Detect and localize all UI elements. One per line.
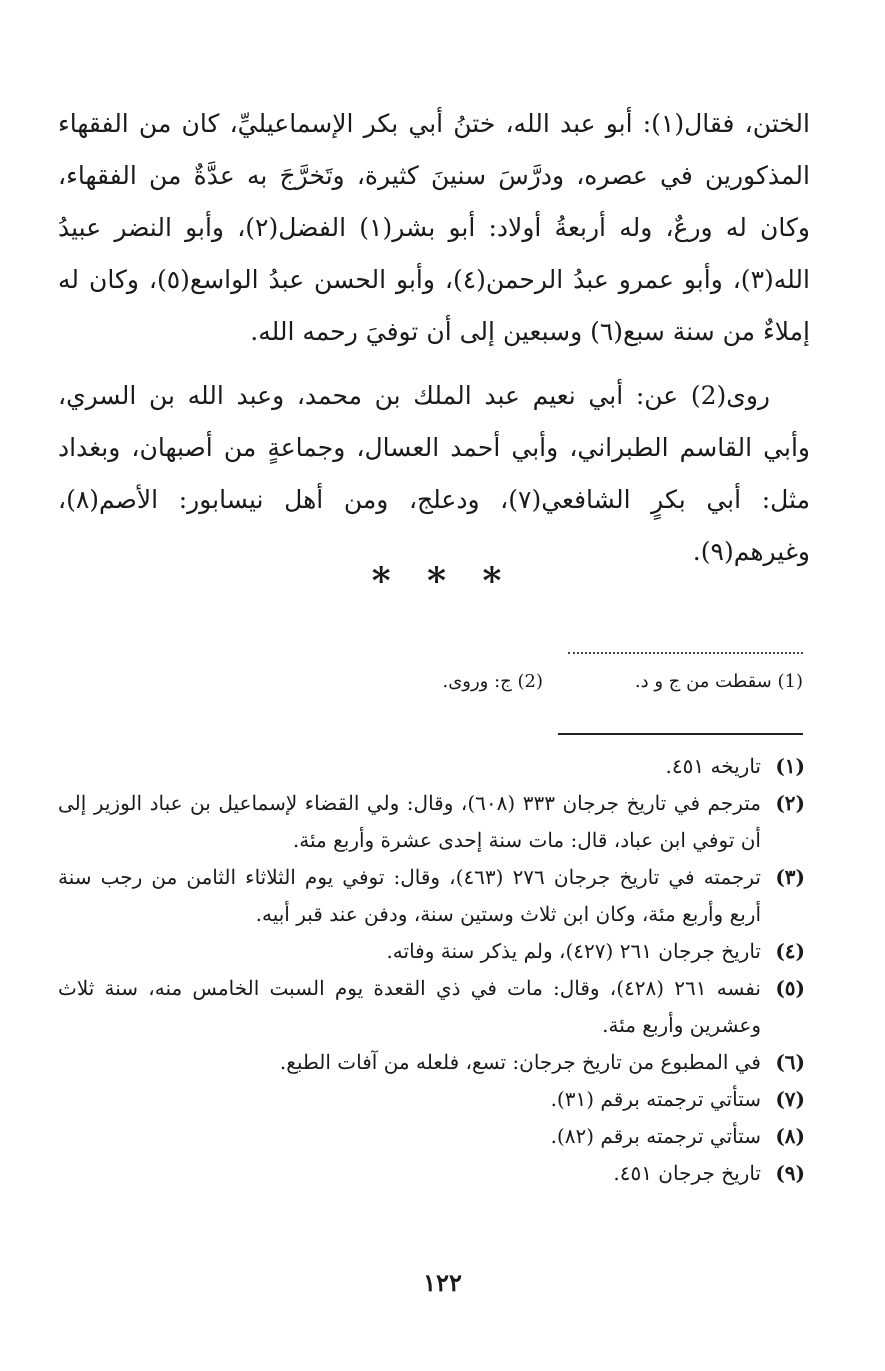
footnote-divider (558, 733, 803, 735)
footnote-text: ستأتي ترجمته برقم (٨٢). (550, 1124, 761, 1148)
footnote-text: ستأتي ترجمته برقم (٣١). (550, 1087, 761, 1111)
dotted-divider (568, 652, 803, 654)
footnote-item (58, 970, 805, 1044)
section-separator: * * * (371, 560, 514, 602)
footnote-number: (٣) (775, 865, 805, 889)
footnote-text: في المطبوع من تاريخ جرجان: تسع، فلعله من آفات الطبع. (279, 1050, 761, 1074)
footnote-text: ترجمته في تاريخ جرجان ٢٧٦ (٤٦٣)، وقال: توفي يوم الثلاثاء الثامن من رجب سنة أربع وأربع مئة، وكان ابن ثلاث وستين سنة، ودفن عند قبر أبيه. (58, 865, 761, 926)
footnote-number: (٩) (775, 1161, 805, 1185)
footnote-number: (١) (775, 754, 805, 778)
page-number: ١٢٢ (423, 1268, 462, 1297)
footnote-number: (٨) (775, 1124, 805, 1148)
footnote-number: (٤) (775, 939, 805, 963)
footnote-text: تاريخه ٤٥١. (665, 754, 761, 778)
footnote-text: تاريخ جرجان ٢٦١ (٤٢٧)، ولم يذكر سنة وفاته. (386, 939, 761, 963)
footnote-text: مترجم في تاريخ جرجان ٣٣٣ (٦٠٨)، وقال: ولي القضاء لإسماعيل بن عباد الوزير إلى أن توفي ابن عباد، قال: مات سنة إحدى عشرة وأربع مئة. (58, 791, 761, 852)
footnote-list (58, 748, 805, 1192)
manuscript-note: (1) سقطت من ج و د. (634, 671, 803, 692)
footnote-number: (٧) (775, 1087, 805, 1111)
footnote-number: (٢) (775, 791, 805, 815)
footnote-item (58, 1155, 805, 1192)
footnote-text: نفسه ٢٦١ (٤٢٨)، وقال: مات في ذي القعدة يوم السبت الخامس منه، سنة ثلاث وعشرين وأربع مئة. (58, 976, 761, 1037)
main-text-body (58, 98, 810, 578)
footnote-number: (٥) (775, 976, 805, 1000)
footnote-item (58, 748, 805, 785)
main-paragraph: روى(2) عن: أبي نعيم عبد الملك بن محمد، وعبد الله بن السري، وأبي القاسم الطبراني، وأبي أحمد العسال، وجماعةٍ من أصبهان، وبغداد مثل: أبي بكرٍ الشافعي(٧)، ودعلج، ومن أهل نيسابور: الأصم(٨)، وغيرهم(٩). (58, 381, 810, 566)
manuscript-notes (163, 668, 803, 696)
footnote-item (58, 933, 805, 970)
main-paragraph: الختن، فقال(١): أبو عبد الله، ختنُ أبي بكر الإسماعيليِّ، كان من الفقهاء المذكورين في عصره، ودرَّسَ سنينَ كثيرة، وتَخرَّجَ به عدَّةٌ من الفقهاء، وكان له ورعٌ، وله أربعةُ أولاد: أبو بشر(١) الفضل(٢)، وأبو النضر عبيدُ الله(٣)، وأبو عمرو عبدُ الرحمن(٤)، وأبو الحسن عبدُ الواسع(٥)، وكان له إملاءٌ من سنة سبع(٦) وسبعين إلى أن توفيَ رحمه الله. (58, 109, 811, 346)
footnote-item (58, 1081, 805, 1118)
footnote-item (58, 1044, 805, 1081)
footnote-item (58, 1118, 805, 1155)
footnote-item (58, 785, 805, 859)
footnote-item (58, 859, 805, 933)
footnote-number: (٦) (775, 1050, 805, 1074)
manuscript-note: (2) ج: وروى. (442, 671, 543, 692)
footnote-text: تاريخ جرجان ٤٥١. (613, 1161, 761, 1185)
